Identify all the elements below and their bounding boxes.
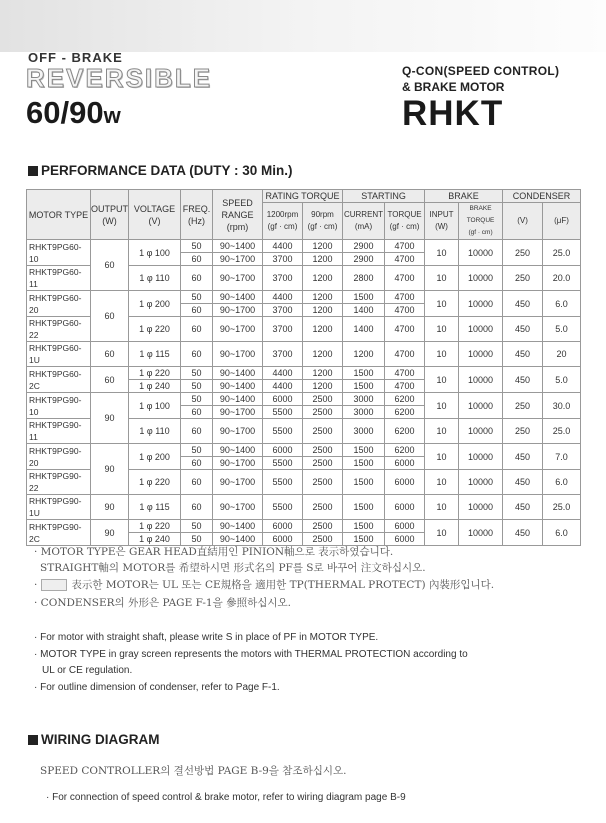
cell-output: 90 xyxy=(91,520,129,546)
cell-output: 90 xyxy=(91,495,129,520)
cell-speed: 90~1400 xyxy=(213,444,263,457)
th-rt-1200: 1200rpm (gf · cm) xyxy=(263,203,303,240)
cell-speed: 90~1400 xyxy=(213,291,263,304)
cell-rt1200: 5500 xyxy=(263,419,303,444)
cell-speed: 90~1400 xyxy=(213,520,263,533)
performance-title xyxy=(28,163,293,178)
cell-rt90: 1200 xyxy=(303,367,343,380)
table-row xyxy=(27,367,581,380)
th-voltage: VOLTAGE (V) xyxy=(129,190,181,240)
cell-input: 10 xyxy=(425,291,459,317)
cell-rt90: 2500 xyxy=(303,419,343,444)
cell-cond-v: 250 xyxy=(503,419,543,444)
cell-voltage: 1 φ 200 xyxy=(129,291,181,317)
cell-speed: 90~1400 xyxy=(213,393,263,406)
cell-cond-uf: 30.0 xyxy=(543,393,581,419)
cell-input: 10 xyxy=(425,444,459,470)
cell-motor-type: RHKT9PG90-20 xyxy=(27,444,91,470)
cell-voltage: 1 φ 240 xyxy=(129,533,181,546)
table-row xyxy=(27,444,581,457)
th-cond-v: (V) xyxy=(503,203,543,240)
cell-current: 2800 xyxy=(343,266,385,291)
cell-voltage: 1 φ 115 xyxy=(129,342,181,367)
cell-brake: 10000 xyxy=(459,367,503,393)
performance-table xyxy=(26,189,581,546)
cell-current: 1500 xyxy=(343,380,385,393)
cell-rt1200: 3700 xyxy=(263,266,303,291)
cell-output: 60 xyxy=(91,291,129,342)
cell-rt90: 2500 xyxy=(303,533,343,546)
cell-rt90: 1200 xyxy=(303,253,343,266)
cell-output: 90 xyxy=(91,393,129,444)
cell-cond-v: 250 xyxy=(503,266,543,291)
cell-rt90: 2500 xyxy=(303,444,343,457)
cell-brake: 10000 xyxy=(459,520,503,546)
note-kor-3-bullet: · xyxy=(34,579,38,591)
cell-current: 1500 xyxy=(343,495,385,520)
cell-rt90: 1200 xyxy=(303,380,343,393)
cell-torque: 6200 xyxy=(385,444,425,457)
cell-cond-uf: 6.0 xyxy=(543,470,581,495)
cell-input: 10 xyxy=(425,495,459,520)
cell-torque: 6000 xyxy=(385,495,425,520)
note-kor-3-text: 表示한 MOTOR는 UL 또는 CE規格을 適用한 TP(THERMAL PROTECT) 內裝形입니다. xyxy=(71,579,495,591)
square-bullet-icon xyxy=(28,735,38,745)
performance-title-text: PERFORMANCE DATA (DUTY : 30 Min.) xyxy=(41,163,293,178)
cell-motor-type: RHKT9PG60-10 xyxy=(27,240,91,266)
cell-rt90: 2500 xyxy=(303,457,343,470)
cell-voltage: 1 φ 220 xyxy=(129,317,181,342)
cell-motor-type: RHKT9PG60-1U xyxy=(27,342,91,367)
cell-output: 90 xyxy=(91,444,129,495)
cell-voltage: 1 φ 115 xyxy=(129,495,181,520)
cell-motor-type: RHKT9PG60-22 xyxy=(27,317,91,342)
cell-freq: 50 xyxy=(181,367,213,380)
cell-current: 1400 xyxy=(343,317,385,342)
square-bullet-icon xyxy=(28,166,38,176)
cell-rt90: 1200 xyxy=(303,317,343,342)
cell-brake: 10000 xyxy=(459,342,503,367)
cell-voltage: 1 φ 220 xyxy=(129,367,181,380)
note-kor-1: · MOTOR TYPE은 GEAR HEAD直結用인 PINION軸으로 表示하였습니다. xyxy=(34,546,394,558)
cell-current: 3000 xyxy=(343,406,385,419)
cell-torque: 6200 xyxy=(385,419,425,444)
cell-rt90: 1200 xyxy=(303,240,343,253)
cell-torque: 6000 xyxy=(385,520,425,533)
th-rt-90: 90rpm (gf · cm) xyxy=(303,203,343,240)
wiring-note-kor: SPEED CONTROLLER의 결선방법 PAGE B-9을 참조하십시오. xyxy=(40,765,347,777)
cell-freq: 50 xyxy=(181,240,213,253)
cell-rt90: 2500 xyxy=(303,520,343,533)
th-input: INPUT (W) xyxy=(425,203,459,240)
cell-brake: 10000 xyxy=(459,266,503,291)
cell-current: 1500 xyxy=(343,533,385,546)
cell-rt1200: 5500 xyxy=(263,406,303,419)
cell-current: 1500 xyxy=(343,444,385,457)
th-condenser: CONDENSER xyxy=(503,190,581,203)
cell-speed: 90~1700 xyxy=(213,304,263,317)
cell-freq: 60 xyxy=(181,342,213,367)
cell-current: 1500 xyxy=(343,367,385,380)
th-rating-torque: RATING TORQUE xyxy=(263,190,343,203)
th-starting: STARTING xyxy=(343,190,425,203)
cell-torque: 4700 xyxy=(385,367,425,380)
cell-speed: 90~1700 xyxy=(213,253,263,266)
cell-freq: 50 xyxy=(181,520,213,533)
cell-torque: 6000 xyxy=(385,533,425,546)
cell-output: 60 xyxy=(91,240,129,291)
th-torque: TORQUE (gf · cm) xyxy=(385,203,425,240)
cell-voltage: 1 φ 100 xyxy=(129,393,181,419)
cell-cond-v: 250 xyxy=(503,240,543,266)
cell-current: 1500 xyxy=(343,470,385,495)
cell-motor-type: RHKT9PG90-2C xyxy=(27,520,91,546)
cell-speed: 90~1400 xyxy=(213,533,263,546)
cell-rt90: 2500 xyxy=(303,495,343,520)
cell-input: 10 xyxy=(425,317,459,342)
cell-torque: 4700 xyxy=(385,304,425,317)
cell-current: 1400 xyxy=(343,304,385,317)
cell-current: 3000 xyxy=(343,393,385,406)
type-line: OFF - BRAKE xyxy=(28,50,123,65)
cell-rt1200: 4400 xyxy=(263,291,303,304)
cell-current: 1500 xyxy=(343,520,385,533)
cell-brake: 10000 xyxy=(459,317,503,342)
performance-table-body xyxy=(27,240,581,546)
th-motor-type: MOTOR TYPE xyxy=(27,190,91,240)
cell-motor-type: RHKT9PG90-1U xyxy=(27,495,91,520)
table-row xyxy=(27,520,581,533)
cell-freq: 60 xyxy=(181,470,213,495)
table-row xyxy=(27,291,581,304)
cell-cond-uf: 6.0 xyxy=(543,291,581,317)
cell-cond-uf: 25.0 xyxy=(543,240,581,266)
table-row xyxy=(27,342,581,367)
th-freq: FREQ. (Hz) xyxy=(181,190,213,240)
cell-freq: 50 xyxy=(181,291,213,304)
cell-freq: 50 xyxy=(181,444,213,457)
cell-speed: 90~1700 xyxy=(213,495,263,520)
cell-rt1200: 5500 xyxy=(263,495,303,520)
cell-freq: 60 xyxy=(181,406,213,419)
th-brake-torque: BRAKE TORQUE (gf · cm) xyxy=(459,203,503,240)
cell-voltage: 1 φ 100 xyxy=(129,240,181,266)
cell-speed: 90~1400 xyxy=(213,240,263,253)
cell-freq: 60 xyxy=(181,304,213,317)
cell-motor-type: RHKT9PG90-22 xyxy=(27,470,91,495)
cell-input: 10 xyxy=(425,266,459,291)
cell-motor-type: RHKT9PG90-10 xyxy=(27,393,91,419)
cell-rt90: 1200 xyxy=(303,291,343,304)
cell-rt1200: 3700 xyxy=(263,253,303,266)
cell-speed: 90~1700 xyxy=(213,317,263,342)
cell-cond-v: 450 xyxy=(503,520,543,546)
cell-current: 2900 xyxy=(343,240,385,253)
cell-rt1200: 4400 xyxy=(263,380,303,393)
cell-current: 3000 xyxy=(343,419,385,444)
cell-rt1200: 3700 xyxy=(263,342,303,367)
cell-cond-uf: 20.0 xyxy=(543,266,581,291)
power-rating xyxy=(26,95,121,131)
cell-voltage: 1 φ 110 xyxy=(129,266,181,291)
th-cond-uf: (μF) xyxy=(543,203,581,240)
cell-input: 10 xyxy=(425,240,459,266)
cell-speed: 90~1700 xyxy=(213,342,263,367)
product-line-1: Q-CON(SPEED CONTROL) xyxy=(402,64,560,78)
cell-torque: 6200 xyxy=(385,406,425,419)
cell-rt1200: 6000 xyxy=(263,533,303,546)
cell-rt90: 2500 xyxy=(303,470,343,495)
cell-torque: 4700 xyxy=(385,380,425,393)
cell-input: 10 xyxy=(425,393,459,419)
cell-speed: 90~1700 xyxy=(213,406,263,419)
cell-cond-v: 450 xyxy=(503,495,543,520)
cell-freq: 60 xyxy=(181,495,213,520)
cell-speed: 90~1700 xyxy=(213,266,263,291)
note-kor-3 xyxy=(34,577,494,592)
cell-motor-type: RHKT9PG60-11 xyxy=(27,266,91,291)
cell-brake: 10000 xyxy=(459,444,503,470)
cell-brake: 10000 xyxy=(459,495,503,520)
cell-freq: 60 xyxy=(181,419,213,444)
power-value: 60/90 xyxy=(26,95,104,130)
cell-brake: 10000 xyxy=(459,240,503,266)
model-name: RHKT xyxy=(402,94,504,133)
cell-speed: 90~1700 xyxy=(213,470,263,495)
cell-motor-type: RHKT9PG60-2C xyxy=(27,367,91,393)
cell-input: 10 xyxy=(425,520,459,546)
cell-current: 1500 xyxy=(343,291,385,304)
table-row xyxy=(27,240,581,253)
cell-current: 1500 xyxy=(343,457,385,470)
cell-cond-uf: 5.0 xyxy=(543,367,581,393)
cell-freq: 60 xyxy=(181,253,213,266)
cell-freq: 60 xyxy=(181,317,213,342)
wiring-title xyxy=(28,732,160,747)
cell-torque: 6000 xyxy=(385,457,425,470)
wiring-note-eng: · For connection of speed control & brake motor, refer to wiring diagram page B-9 xyxy=(46,792,406,803)
cell-torque: 4700 xyxy=(385,317,425,342)
cell-input: 10 xyxy=(425,419,459,444)
cell-cond-v: 250 xyxy=(503,393,543,419)
cell-brake: 10000 xyxy=(459,393,503,419)
note-kor-2: STRAIGHT軸의 MOTOR를 希望하시면 形式名의 PF를 S로 바꾸어 注文하십시오. xyxy=(40,562,426,574)
th-current: CURRENT (mA) xyxy=(343,203,385,240)
cell-rt1200: 6000 xyxy=(263,520,303,533)
cell-cond-v: 450 xyxy=(503,342,543,367)
cell-voltage: 1 φ 220 xyxy=(129,520,181,533)
cell-speed: 90~1400 xyxy=(213,380,263,393)
cell-brake: 10000 xyxy=(459,470,503,495)
cell-motor-type: RHKT9PG60-20 xyxy=(27,291,91,317)
th-speed: SPEED RANGE (rpm) xyxy=(213,190,263,240)
cell-rt1200: 6000 xyxy=(263,444,303,457)
cell-torque: 4700 xyxy=(385,291,425,304)
cell-rt1200: 4400 xyxy=(263,240,303,253)
note-eng-3: UL or CE regulation. xyxy=(42,665,133,676)
cell-motor-type: RHKT9PG90-11 xyxy=(27,419,91,444)
wiring-title-text: WIRING DIAGRAM xyxy=(41,732,160,747)
cell-cond-uf: 5.0 xyxy=(543,317,581,342)
cell-torque: 4700 xyxy=(385,266,425,291)
th-output: OUTPUT (W) xyxy=(91,190,129,240)
cell-rt1200: 5500 xyxy=(263,470,303,495)
cell-voltage: 1 φ 110 xyxy=(129,419,181,444)
note-eng-1: · For motor with straight shaft, please write S in place of PF in MOTOR TYPE. xyxy=(34,632,379,643)
cell-torque: 6000 xyxy=(385,470,425,495)
cell-cond-uf: 20 xyxy=(543,342,581,367)
cell-torque: 4700 xyxy=(385,342,425,367)
cell-cond-v: 450 xyxy=(503,367,543,393)
cell-rt1200: 3700 xyxy=(263,317,303,342)
product-line-2: & BRAKE MOTOR xyxy=(402,80,505,94)
cell-brake: 10000 xyxy=(459,291,503,317)
cell-speed: 90~1700 xyxy=(213,457,263,470)
cell-rt90: 1200 xyxy=(303,266,343,291)
cell-input: 10 xyxy=(425,367,459,393)
cell-brake: 10000 xyxy=(459,419,503,444)
cell-cond-uf: 7.0 xyxy=(543,444,581,470)
cell-output: 60 xyxy=(91,367,129,393)
cell-rt1200: 4400 xyxy=(263,367,303,380)
cell-rt90: 1200 xyxy=(303,342,343,367)
cell-cond-v: 450 xyxy=(503,317,543,342)
cell-rt90: 2500 xyxy=(303,393,343,406)
cell-current: 1200 xyxy=(343,342,385,367)
th-brake: BRAKE xyxy=(425,190,503,203)
cell-freq: 50 xyxy=(181,533,213,546)
cell-freq: 60 xyxy=(181,457,213,470)
cell-cond-uf: 25.0 xyxy=(543,495,581,520)
table-row xyxy=(27,393,581,406)
gray-screen-swatch xyxy=(41,579,67,591)
cell-voltage: 1 φ 240 xyxy=(129,380,181,393)
cell-torque: 4700 xyxy=(385,253,425,266)
cell-freq: 50 xyxy=(181,380,213,393)
cell-rt1200: 6000 xyxy=(263,393,303,406)
cell-rt90: 2500 xyxy=(303,406,343,419)
cell-cond-v: 450 xyxy=(503,444,543,470)
cell-output: 60 xyxy=(91,342,129,367)
cell-speed: 90~1700 xyxy=(213,419,263,444)
cell-torque: 6200 xyxy=(385,393,425,406)
cell-input: 10 xyxy=(425,342,459,367)
cell-input: 10 xyxy=(425,470,459,495)
cell-cond-v: 450 xyxy=(503,470,543,495)
cell-speed: 90~1400 xyxy=(213,367,263,380)
cell-cond-v: 450 xyxy=(503,291,543,317)
cell-freq: 60 xyxy=(181,266,213,291)
power-unit: w xyxy=(103,103,121,128)
cell-freq: 50 xyxy=(181,393,213,406)
cell-rt1200: 5500 xyxy=(263,457,303,470)
cell-cond-uf: 25.0 xyxy=(543,419,581,444)
outline-title: REVERSIBLE xyxy=(26,63,213,93)
cell-rt90: 1200 xyxy=(303,304,343,317)
cell-rt1200: 3700 xyxy=(263,304,303,317)
cell-torque: 4700 xyxy=(385,240,425,253)
cell-voltage: 1 φ 220 xyxy=(129,470,181,495)
header-gradient-band xyxy=(0,0,606,52)
cell-current: 2900 xyxy=(343,253,385,266)
cell-voltage: 1 φ 200 xyxy=(129,444,181,470)
cell-cond-uf: 6.0 xyxy=(543,520,581,546)
note-eng-4: · For outline dimension of condenser, refer to Page F-1. xyxy=(34,682,280,693)
table-row xyxy=(27,495,581,520)
note-kor-4: · CONDENSER의 外形은 PAGE F-1을 參照하십시오. xyxy=(34,597,292,609)
note-eng-2: · MOTOR TYPE in gray screen represents the motors with THERMAL PROTECTION according to xyxy=(34,649,468,660)
